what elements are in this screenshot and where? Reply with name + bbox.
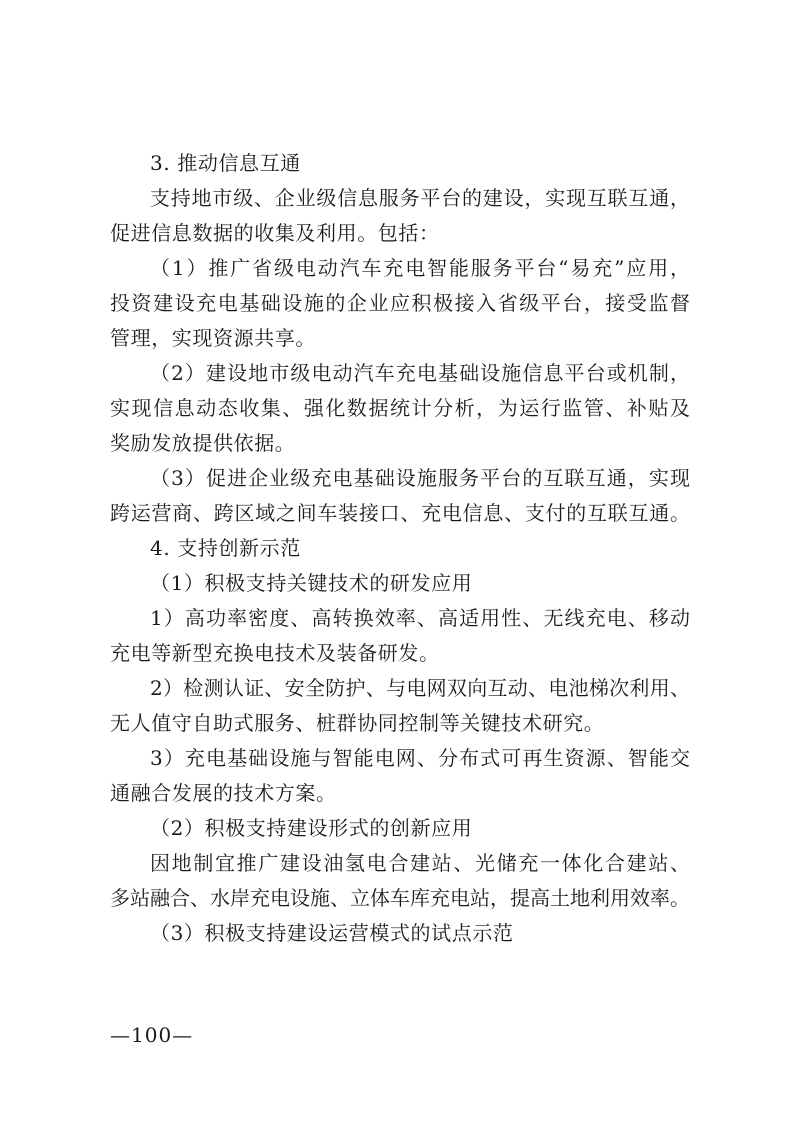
- text-line: （1）推广省级电动汽车充电智能服务平台“易充”应用，: [150, 256, 690, 280]
- text-line: 1）高功率密度、高转换效率、高适用性、无线充电、移动: [150, 606, 690, 630]
- text-line: 支持地市级、企业级信息服务平台的建设，实现互联互通，: [150, 186, 690, 210]
- text-line: 3）充电基础设施与智能电网、分布式可再生资源、智能交: [150, 746, 690, 770]
- text-line: （1）积极支持关键技术的研发应用: [150, 571, 473, 595]
- text-line: 多站融合、水岸充电设施、立体车库充电站，提高土地利用效率。: [110, 886, 690, 910]
- text-line: 因地制宜推广建设油氢电合建站、光储充一体化合建站、: [150, 851, 690, 875]
- text-line: （2）积极支持建设形式的创新应用: [150, 816, 473, 840]
- text-line: （3）积极支持建设运营模式的试点示范: [150, 921, 514, 945]
- text-line: 无人值守自助式服务、桩群协同控制等关键技术研究。: [110, 711, 605, 735]
- text-line: 实现信息动态收集、强化数据统计分析，为运行监管、补贴及: [110, 396, 690, 420]
- text-line: 3. 推动信息互通: [150, 151, 301, 175]
- text-line: 2）检测认证、安全防护、与电网双向互动、电池梯次利用、: [150, 676, 690, 700]
- text-line: （2）建设地市级电动汽车充电基础设施信息平台或机制，: [150, 361, 690, 385]
- text-line: 管理，实现资源共享。: [110, 326, 316, 350]
- page-body: [110, 146, 690, 951]
- text-line: 充电等新型充换电技术及装备研发。: [110, 641, 440, 665]
- page-number: —100—: [110, 1023, 194, 1047]
- text-line: 促进信息数据的收集及利用。包括：: [110, 221, 440, 245]
- text-line: 4. 支持创新示范: [150, 536, 301, 560]
- text-line: （3）促进企业级充电基础设施服务平台的互联互通，实现: [150, 466, 690, 490]
- text-line: 奖励发放提供依据。: [110, 431, 296, 455]
- text-line: 投资建设充电基础设施的企业应积极接入省级平台，接受监督: [110, 291, 690, 315]
- text-line: 通融合发展的技术方案。: [110, 781, 337, 805]
- text-line: 跨运营商、跨区域之间车装接口、充电信息、支付的互联互通。: [110, 501, 690, 525]
